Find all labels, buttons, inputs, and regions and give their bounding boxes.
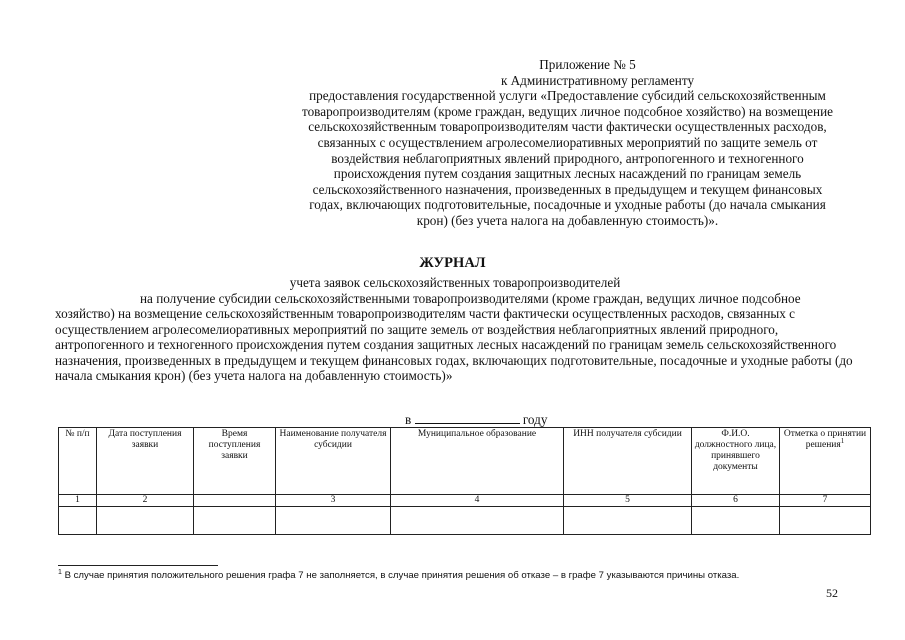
table-cell [59,507,97,535]
header-cell: Время поступления заявки [194,428,276,495]
journal-subtitle-body: на получение субсидии сельскохозяйственными товаропроизводителями (кроме граждан, ведущих личное подсобное хозяйство) на возмещение сельскохозяйственным товаропроизводителям части фактически осуществленных расходов, связанных с осуществлением агролесомелиоративных мероприятий по защите земель от воздействия неблагоприятных явлений природного, антропогенного и техногенного происхождения путем создания защитных лесных насаждений по границам земель сельскохозяйственного назначения, произведенных в предыдущем и текущем финансовых годах, включающих подготовительные, посадочные и уходные работы (до начала смыкания крон) (без учета налога на добавленную стоимость)» [55,290,853,383]
appendix-body: предоставления государственной услуги «Предоставление субсидий сельскохозяйственным товаропроизводителям (кроме граждан, ведущих личное подсобное хозяйство) на возмещение сельскохозяйственным товаропроизводителям части фактически осуществленных расходов, связанных с осуществлением агролесомелиоративных мероприятий по защите земель от воздействия неблагоприятных явлений природного, антропогенного и техногенного происхождения путем создания защитных лесных насаждений по границам земель сельскохозяйственного назначения, произведенных в предыдущем и текущем финансовых годах, включающих подготовительные, посадочные и уходные работы (до начала смыкания крон) (без учета налога на добавленную стоимость)». [302,88,833,228]
table-cell: 5 [564,495,692,507]
table-cell [194,495,276,507]
appendix-reference: к Административному регламенту [500,72,695,88]
table-cell [564,507,692,535]
appendix-block [300,57,835,229]
table-cell [692,507,780,535]
year-blank [415,412,520,424]
table-header-row [59,428,871,495]
table-cell [391,507,564,535]
header-cell: Дата поступления заявки [97,428,194,495]
year-prefix: в [405,412,412,427]
header-cell-text: Отметка о принятии решения [783,429,867,450]
table-cell: 2 [97,495,194,507]
header-cell: Наименование получателя субсидии [276,428,391,495]
table-cell [194,507,276,535]
header-cell: ИНН получателя субсидии [564,428,692,495]
year-suffix: году [522,412,548,427]
appendix-title: Приложение № 5 [539,57,636,72]
table-cell [276,507,391,535]
header-cell: Ф.И.О. должностного лица, принявшего документы [692,428,780,495]
table-cell [97,507,194,535]
header-cell: № п/п [59,428,97,495]
footnote [58,570,858,581]
table-cell: 7 [780,495,871,507]
footnote-mark: 1 [58,568,62,576]
footnote-text: В случае принятия положительного решения графа 7 не заполняется, в случае принятия решения об отказе – в графе 7 указываются причины отказа. [61,570,740,581]
page-number: 52 [826,586,838,600]
footnote-reference: 1 [840,436,845,445]
header-cell-decision [780,428,871,495]
table-cell: 3 [276,495,391,507]
header-cell: Муниципальное образование [391,428,564,495]
table-row-numbers [59,495,871,507]
journal-subtitle-line1: учета заявок сельскохозяйственных товаропроизводителей [289,275,621,290]
year-line [405,412,547,428]
journal-title: ЖУРНАЛ [419,255,486,271]
footnote-divider [58,565,218,566]
journal-table [58,427,871,535]
table-cell [780,507,871,535]
table-cell: 6 [692,495,780,507]
table-cell: 4 [391,495,564,507]
journal-subtitle [55,275,855,384]
table-cell: 1 [59,495,97,507]
table-row-empty [59,507,871,535]
